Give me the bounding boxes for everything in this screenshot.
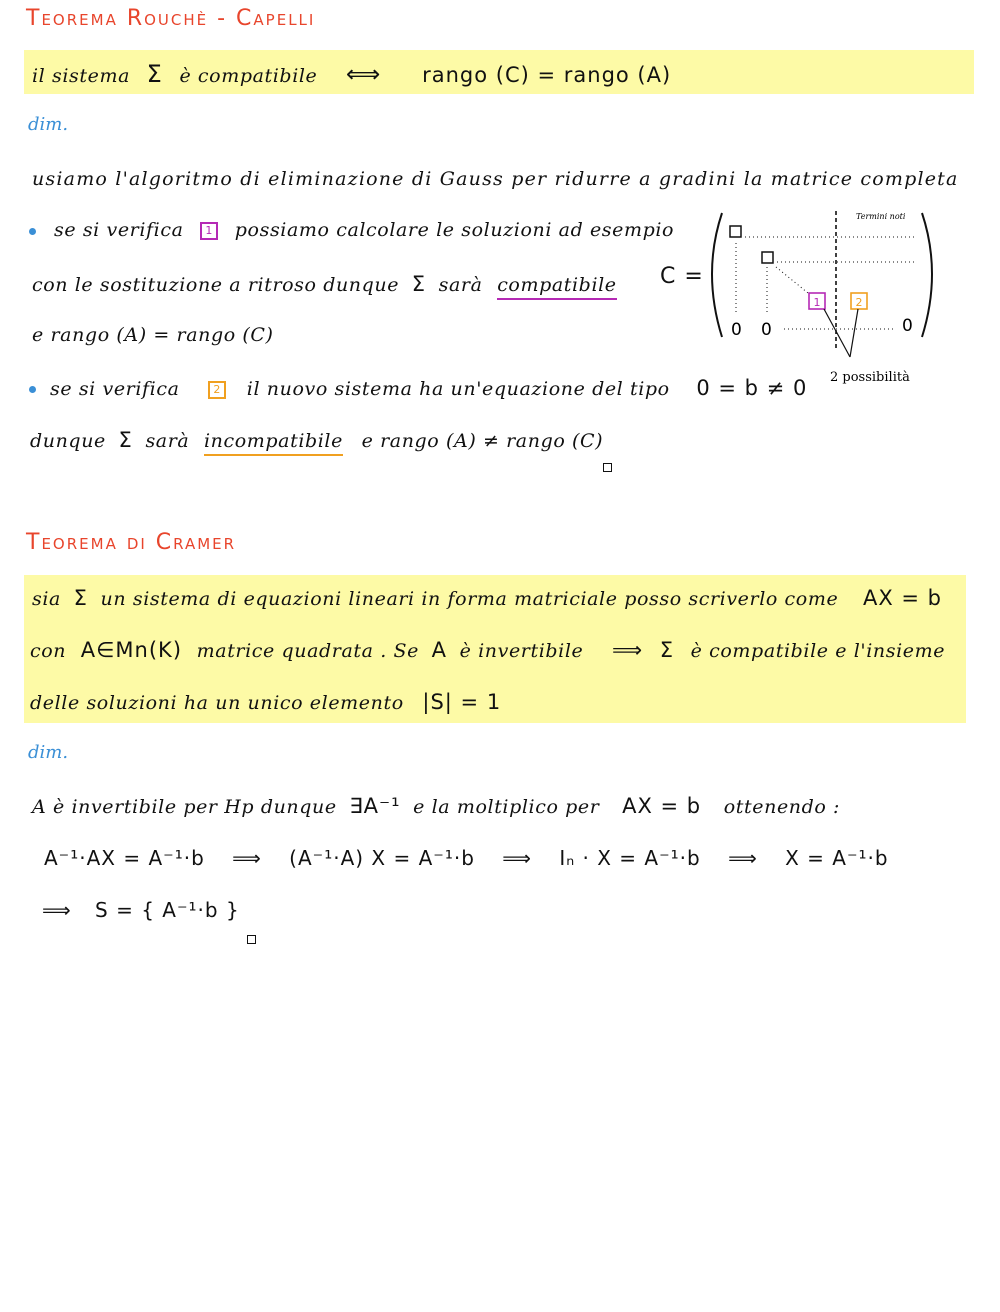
right-paren — [922, 213, 932, 337]
s2-d: è compatibile e l'insieme — [690, 640, 946, 662]
iff-arrow: ⟺ — [346, 60, 382, 88]
implies-arrow: ⟹ — [612, 638, 644, 662]
b2-text-d: sarà — [145, 430, 190, 452]
zero-1: 0 — [731, 320, 742, 340]
left-paren — [712, 213, 722, 337]
implies-arrow: ⟹ — [728, 846, 758, 870]
cramer-line1 — [32, 586, 942, 610]
bullet2-line — [50, 376, 807, 400]
b1-text-a: se si verifica — [54, 219, 184, 241]
statement-condition: rango (C) = rango (A) — [422, 63, 672, 87]
statement-is: è compatibile — [179, 65, 318, 87]
proof-line2 — [44, 846, 889, 870]
col-label: Termini noti — [856, 212, 906, 221]
b2-text-e: e rango (A) ≠ rango (C) — [361, 430, 604, 452]
bullet1-line3: e rango (A) = rango (C) — [32, 324, 274, 346]
implies-arrow: ⟹ — [502, 846, 532, 870]
solution-set: S = { A⁻¹·b } — [95, 898, 240, 922]
p2-step2: (A⁻¹·A) X = A⁻¹·b — [289, 846, 475, 870]
possibilities-caption: 2 possibilità — [830, 370, 910, 385]
s2-A: A — [431, 638, 447, 662]
diag-dots — [776, 267, 808, 293]
rouche-title: Teorema Rouchè - Capelli — [26, 6, 316, 31]
b1-text-b: possiamo calcolare le soluzioni ad esempio — [234, 219, 675, 241]
rouche-line1: usiamo l'algoritmo di eliminazione di Gauss per ridurre a gradini la matrice completa — [32, 168, 959, 190]
s2-a: con — [30, 640, 67, 662]
matrix-box2-label: 2 — [855, 296, 863, 309]
sigma-symbol: Σ — [118, 428, 133, 452]
pivot-square-1 — [730, 226, 741, 237]
bullet1-line2 — [32, 272, 617, 296]
b2-text-b: il nuovo sistema ha un'equazione del tipo — [246, 378, 670, 400]
case-box-1: 1 — [200, 222, 218, 240]
incompatibile-word: incompatibile — [204, 430, 343, 456]
s1-a: sia — [32, 588, 61, 610]
sigma-symbol: Σ — [146, 60, 163, 88]
compatibile-word: compatibile — [497, 274, 616, 300]
zero-3: 0 — [902, 316, 913, 336]
implies-arrow: ⟹ — [232, 846, 262, 870]
p1-c: ottenendo : — [723, 796, 841, 818]
s3-eq: |S| = 1 — [422, 690, 502, 714]
s2-c: è invertibile — [459, 640, 584, 662]
s3-a: delle soluzioni ha un unico elemento — [30, 692, 404, 714]
rouche-dim: dim. — [28, 114, 69, 135]
case-box-2: 2 — [208, 381, 226, 399]
sigma-symbol: Σ — [73, 586, 88, 610]
p2-step3: Iₙ · X = A⁻¹·b — [559, 846, 701, 870]
matrix-diagram — [700, 205, 950, 395]
cramer-line2 — [30, 638, 945, 662]
rouche-statement — [32, 60, 671, 88]
b2-text-a: se si verifica — [50, 378, 180, 400]
pointer-line-2 — [850, 309, 858, 357]
proof-line1 — [32, 794, 840, 818]
bullet-1 — [29, 228, 36, 235]
s2-m: A∈Mn(K) — [80, 638, 183, 662]
cramer-title: Teorema di Cramer — [26, 530, 237, 555]
bullet1-line — [54, 219, 674, 241]
bullet-2 — [29, 386, 36, 393]
sigma-symbol: Σ — [411, 272, 427, 296]
p2-step1: A⁻¹·AX = A⁻¹·b — [44, 846, 205, 870]
p1-eq: AX = b — [622, 794, 702, 818]
matrix-label: C = — [660, 264, 704, 289]
implies-arrow: ⟹ — [42, 898, 72, 922]
qed-square — [247, 935, 256, 944]
sigma-symbol: Σ — [659, 638, 675, 662]
proof-line3 — [42, 898, 240, 922]
b1-text-d: sarà — [438, 274, 483, 296]
cramer-dim: dim. — [28, 742, 69, 763]
statement-text: il sistema — [32, 65, 130, 87]
pointer-line-1 — [824, 309, 850, 357]
b2-text-c: dunque — [30, 430, 106, 452]
zero-2: 0 — [761, 320, 772, 340]
b1-text-c: con le sostituzione a ritroso dunque — [32, 274, 400, 296]
b2-equation: 0 = b ≠ 0 — [696, 376, 808, 400]
p2-step4: X = A⁻¹·b — [785, 846, 889, 870]
s1-eq: AX = b — [862, 586, 942, 610]
bullet2-line2 — [30, 428, 603, 452]
p1-exists: ∃A⁻¹ — [349, 794, 401, 818]
matrix-box1-label: 1 — [813, 296, 821, 309]
qed-square — [603, 463, 612, 472]
s1-b: un sistema di equazioni lineari in forma matriciale posso scriverlo come — [100, 588, 839, 610]
p1-b: e la moltiplico per — [413, 796, 600, 818]
p1-a: A è invertibile per Hp dunque — [32, 796, 337, 818]
cramer-line3 — [30, 690, 501, 714]
pivot-square-2 — [762, 252, 773, 263]
s2-b: matrice quadrata . Se — [196, 640, 419, 662]
